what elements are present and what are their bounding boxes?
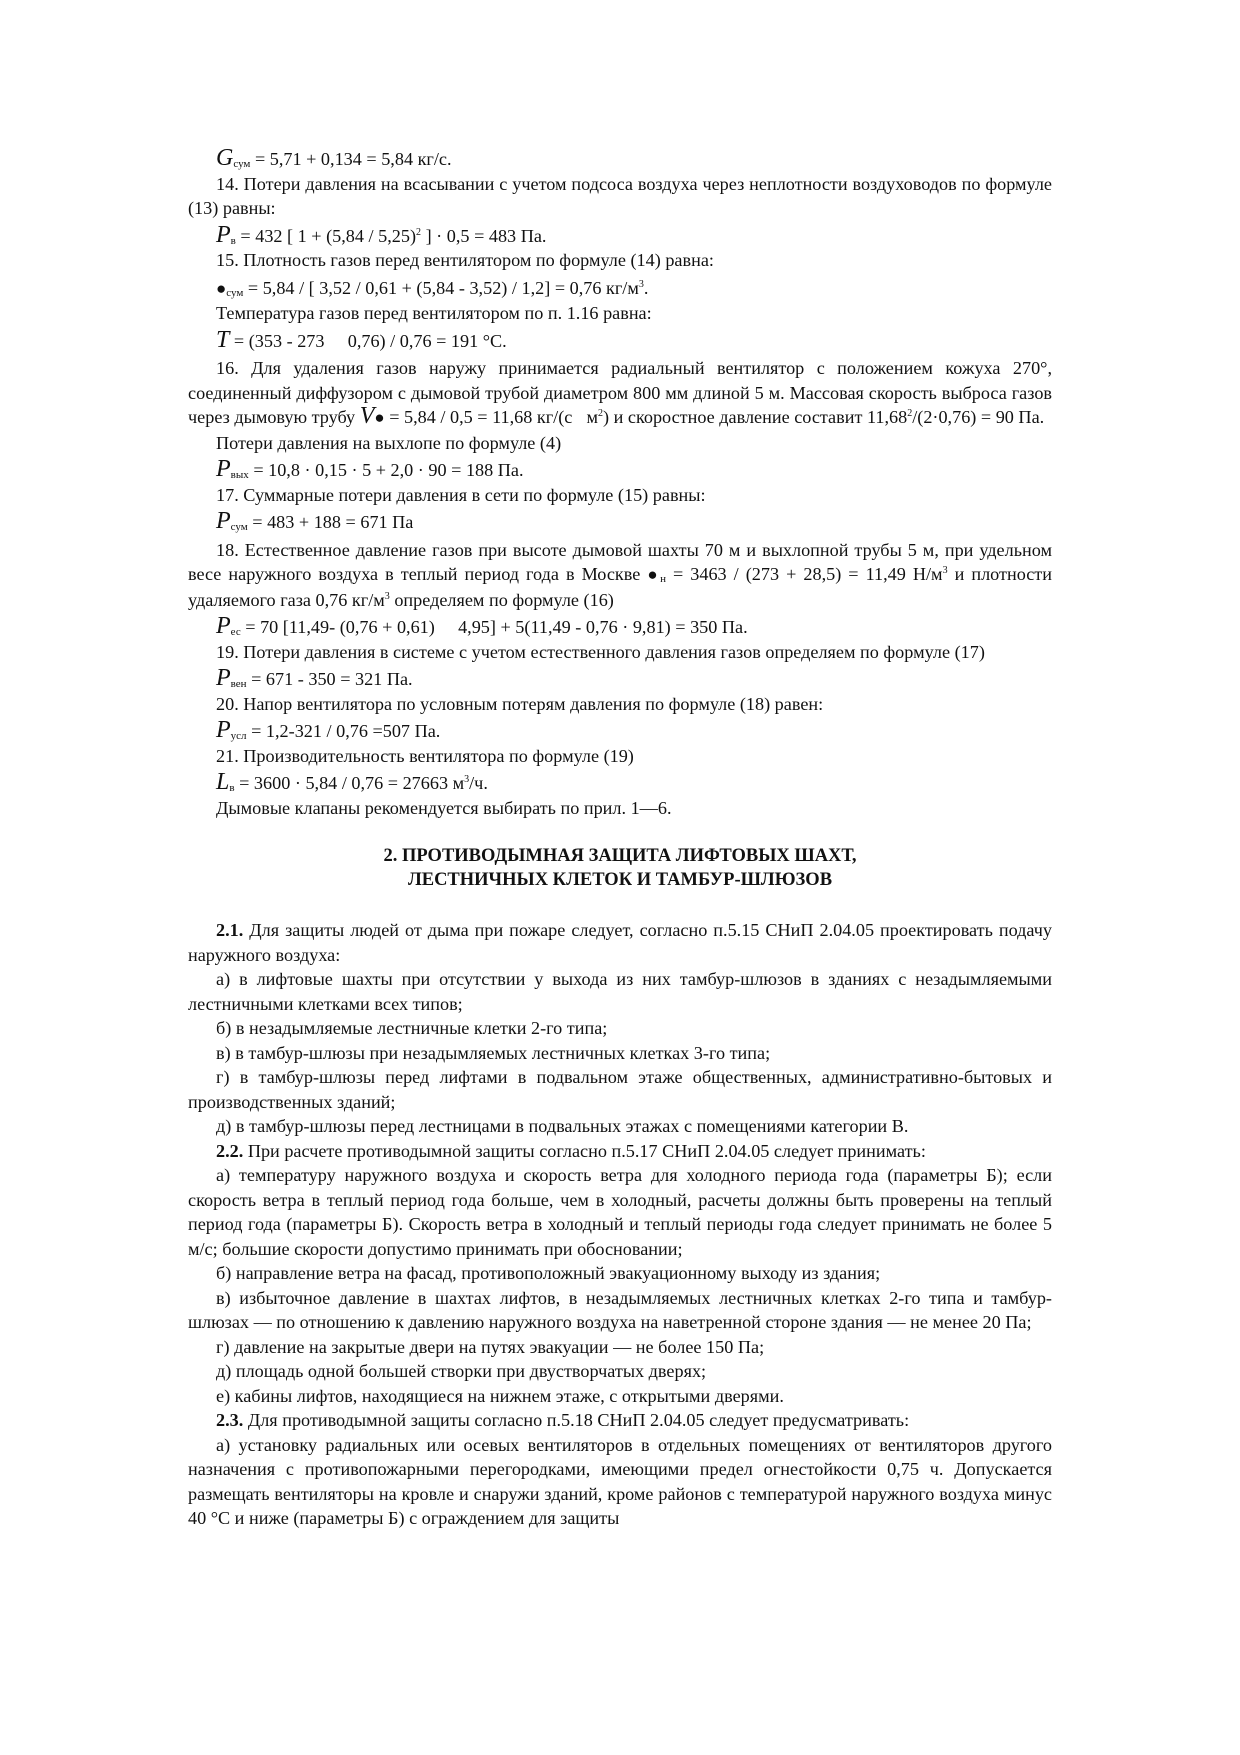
density-symbol: ● xyxy=(647,565,661,584)
var-symbol: P xyxy=(216,613,231,639)
var-symbol: V xyxy=(359,403,375,429)
paragraph-15: 15. Плотность газов перед вентилятором по формуле (14) равна: xyxy=(216,250,714,270)
formula-p-sum: $P_{сум} = 483 + 188 = 671$ Па xyxy=(216,508,414,534)
var-symbol: L xyxy=(216,769,230,795)
clause-2-1-item-v: в) в тамбур-шлюзы при незадымляемых лестничных клетках 3-го типа; xyxy=(216,1042,771,1063)
clause-number: 2.2. xyxy=(216,1140,244,1161)
paragraph-20: 20. Напор вентилятора по условным потерям давления по формуле (18) равен: xyxy=(216,693,824,714)
var-symbol: P xyxy=(216,221,231,248)
paragraph-16: 16. Для удаления газов наружу принимается радиальный вентилятор с положением кожуха 270°, соединенный диффузором с дымовой трубой диаметром 800 мм длиной 5 м. Массовая скорость выброса газов через дымовую трубу V● = 5,84 / 0,5 = 11,68 $кг/(с⃞м^2)$ и скоростное давление составит $11,68^2/(2\cdot 0,76) = 90$ Па. xyxy=(188,358,1052,429)
var-symbol: T xyxy=(216,326,230,353)
formula-p-es: $P_{ес} = 70$ [11,49- (0,76 + 0,61) ⃞ 4,95] + 5(11,49 - 0,76 · 9,81) = 350 Па. xyxy=(216,613,748,639)
clause-2-1: 2.1. Для защиты людей от дыма при пожаре следует, согласно п.5.15 СНиП 2.04.05 проектировать подачу наружного воздуха: xyxy=(188,920,1052,965)
section-2-title xyxy=(188,844,1052,892)
var-symbol: P xyxy=(216,456,231,482)
formula-rho-sum: $●_{сум} = 5,84$ / [ 3,52 / 0,61 + (5,84 - 3,52) / 1,2] = 0,76 $кг/м^3$. xyxy=(216,277,649,299)
paragraph-18: 18. Естественное давление газов при высоте дымовой шахты 70 м и выхлопной трубы 5 м, при удельном весе наружного воздуха в теплый период года в Москве $●_н = 3463 / (273 + 28,5) = 11,49$ $Н/м^3$ и плотности удаляемого газа 0,76 $кг/м^3$ определяем по формуле (16) xyxy=(188,539,1052,610)
formula-p-vyh: $P_{вых} = 10,8 \cdot 0,15 \cdot 5 + 2,0 \cdot 90 = 188$ Па. xyxy=(216,456,524,482)
var-symbol: P xyxy=(216,508,231,534)
clause-2-1-item-g: г) в тамбур-шлюзы перед лифтами в подвальном этаже общественных, административно-бытовых и производственных зданий; xyxy=(188,1067,1052,1112)
paragraph-14: 14. Потери давления на всасывании с учетом подсоса воздуха через неплотности воздуховодов по формуле (13) равны: xyxy=(188,173,1052,218)
page-body xyxy=(188,147,1052,1531)
exhaust-line: Потери давления на выхлопе по формуле (4) xyxy=(216,432,562,453)
clause-2-1-item-a: а) в лифтовые шахты при отсутствии у выхода из них тамбур-шлюзов в зданиях с незадымляемыми лестничными клетками всех типов; xyxy=(188,969,1052,1014)
formula-l-v: $L_в = 3600 \cdot 5,84 / 0,76 = 27663$ $м^3/ч$. xyxy=(216,769,488,795)
formula-g-sum: $G_{сум} = 5,71 + 0,134 = 5,84$ кг/с. xyxy=(216,145,452,171)
clause-2-2: 2.2. При расчете противодымной защиты согласно п.5.17 СНиП 2.04.05 следует принимать: xyxy=(216,1140,926,1161)
density-symbol: ● xyxy=(216,278,227,298)
clause-2-2-item-g: г) давление на закрытые двери на путях эвакуации — не более 150 Па; xyxy=(216,1336,765,1357)
clause-2-2-item-e: е) кабины лифтов, находящиеся на нижнем этаже, с открытыми дверями. xyxy=(216,1385,784,1406)
clause-number: 2.3. xyxy=(216,1410,244,1430)
paragraph-19: 19. Потери давления в системе с учетом естественного давления газов определяем по формуле (17) xyxy=(216,641,985,662)
valves-note: Дымовые клапаны рекомендуется выбирать по прил. 1—6. xyxy=(216,797,672,818)
section-title-line-2: ЛЕСТНИЧНЫХ КЛЕТОК И ТАМБУР-ШЛЮЗОВ xyxy=(407,870,833,890)
var-symbol: G xyxy=(216,145,234,171)
clause-number: 2.1. xyxy=(216,920,244,940)
clause-2-2-item-a: а) температуру наружного воздуха и скорость ветра для холодного периода года (параметры Б); если скорость ветра в теплый период года больше, чем в холодный, расчеты должны быть проверены на теплый период года (параметры Б). Скорость ветра в холодный и теплый периоды года следует принимать не более 5 м/с; большие скорости допустимо принимать при обосновании; xyxy=(188,1165,1052,1259)
var-symbol: P xyxy=(216,717,231,743)
formula-p-ven: $P_{вен} = 671 - 350 = 321$ Па. xyxy=(216,665,413,691)
formula-p-usl: $P_{усл} = 1,2-321 / 0,76 =507$ Па. xyxy=(216,717,441,743)
clause-2-2-item-v: в) избыточное давление в шахтах лифтов, в незадымляемых лестничных клетках 2-го типа и тамбур-шлюзах — по отношению к давлению наружного воздуха на наветренной стороне здания — не менее 20 Па; xyxy=(188,1287,1052,1332)
paragraph-17: 17. Суммарные потери давления в сети по формуле (15) равны: xyxy=(216,484,706,505)
density-symbol: ● xyxy=(374,408,385,427)
clause-2-3-item-a: а) установку радиальных или осевых вентиляторов в отдельных помещениях от вентиляторов другого назначения с противопожарными перегородками, имеющими предел огнестойкости 0,75 ч. Допускается размещать вентиляторы на кровле и снаружи зданий, кроме районов с температурой наружного воздуха минус 40 °С и ниже (параметры Б) с ограждением для защиты xyxy=(188,1434,1052,1528)
formula-t: T = (353 - 273 ⃞ 0,76) / 0,76 = 191 °C. xyxy=(216,326,507,353)
clause-2-1-item-d: д) в тамбур-шлюзы перед лестницами в подвальных этажах с помещениями категории В. xyxy=(216,1116,909,1136)
clause-2-3: 2.3. Для противодымной защиты согласно п.5.18 СНиП 2.04.05 следует предусматривать: xyxy=(216,1410,910,1430)
section-title-line-1: 2. ПРОТИВОДЫМНАЯ ЗАЩИТА ЛИФТОВЫХ ШАХТ, xyxy=(383,846,857,866)
temperature-line: Температура газов перед вентилятором по п. 1.16 равна: xyxy=(216,303,652,323)
paragraph-21: 21. Производительность вентилятора по формуле (19) xyxy=(216,745,634,766)
clause-2-2-item-d: д) площадь одной большей створки при двустворчатых дверях; xyxy=(216,1361,707,1381)
clause-2-2-item-b: б) направление ветра на фасад, противоположный эвакуационному выходу из здания; xyxy=(216,1263,881,1283)
formula-p-v: $P_в = 432$ [ 1 + (5,84 / 5,25)$^2$ ] · 0,5 = 483 Па. xyxy=(216,221,547,248)
var-symbol: P xyxy=(216,665,231,691)
clause-2-1-item-b: б) в незадымляемые лестничные клетки 2-го типа; xyxy=(216,1018,608,1038)
